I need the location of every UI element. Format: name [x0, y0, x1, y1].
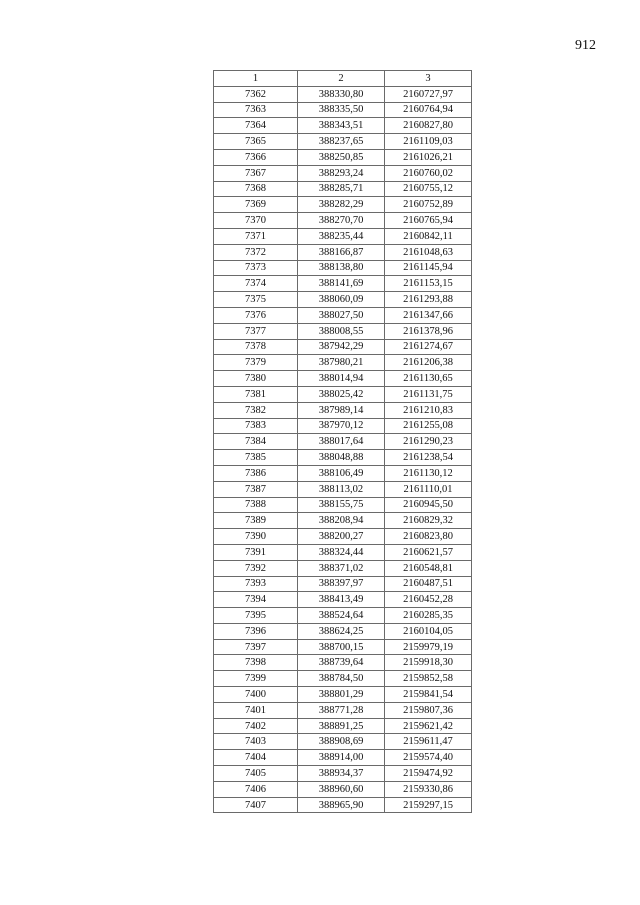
- table-row: [214, 355, 472, 371]
- point-number-cell: 7397: [214, 639, 298, 655]
- table-row: [214, 481, 472, 497]
- y-coordinate-cell: 2160285,35: [385, 608, 472, 624]
- point-number-cell: 7402: [214, 718, 298, 734]
- column-header: 1: [214, 71, 298, 87]
- coordinates-table: [213, 70, 472, 813]
- point-number-cell: 7364: [214, 118, 298, 134]
- point-number-cell: 7382: [214, 402, 298, 418]
- point-number-cell: 7398: [214, 655, 298, 671]
- point-number-cell: 7368: [214, 181, 298, 197]
- table-row: [214, 418, 472, 434]
- y-coordinate-cell: 2159807,36: [385, 702, 472, 718]
- y-coordinate-cell: 2159841,54: [385, 687, 472, 703]
- x-coordinate-cell: 388413,49: [298, 592, 385, 608]
- table-row: [214, 213, 472, 229]
- point-number-cell: 7392: [214, 560, 298, 576]
- y-coordinate-cell: 2160104,05: [385, 623, 472, 639]
- point-number-cell: 7380: [214, 371, 298, 387]
- point-number-cell: 7390: [214, 529, 298, 545]
- point-number-cell: 7404: [214, 750, 298, 766]
- x-coordinate-cell: 388908,69: [298, 734, 385, 750]
- x-coordinate-cell: 388914,00: [298, 750, 385, 766]
- x-coordinate-cell: 388397,97: [298, 576, 385, 592]
- point-number-cell: 7367: [214, 165, 298, 181]
- point-number-cell: 7403: [214, 734, 298, 750]
- point-number-cell: 7407: [214, 797, 298, 813]
- column-header: 2: [298, 71, 385, 87]
- y-coordinate-cell: 2161347,66: [385, 307, 472, 323]
- point-number-cell: 7375: [214, 292, 298, 308]
- x-coordinate-cell: 387942,29: [298, 339, 385, 355]
- x-coordinate-cell: 388891,25: [298, 718, 385, 734]
- table-row: [214, 671, 472, 687]
- point-number-cell: 7394: [214, 592, 298, 608]
- y-coordinate-cell: 2161238,54: [385, 450, 472, 466]
- table-row: [214, 386, 472, 402]
- table-row: [214, 339, 472, 355]
- y-coordinate-cell: 2161293,88: [385, 292, 472, 308]
- x-coordinate-cell: 388624,25: [298, 623, 385, 639]
- y-coordinate-cell: 2161048,63: [385, 244, 472, 260]
- table-row: [214, 623, 472, 639]
- x-coordinate-cell: 388343,51: [298, 118, 385, 134]
- x-coordinate-cell: 388200,27: [298, 529, 385, 545]
- point-number-cell: 7395: [214, 608, 298, 624]
- y-coordinate-cell: 2161145,94: [385, 260, 472, 276]
- x-coordinate-cell: 388014,94: [298, 371, 385, 387]
- x-coordinate-cell: 388330,80: [298, 86, 385, 102]
- point-number-cell: 7386: [214, 465, 298, 481]
- point-number-cell: 7376: [214, 307, 298, 323]
- table-row: [214, 149, 472, 165]
- table-row: [214, 165, 472, 181]
- y-coordinate-cell: 2160764,94: [385, 102, 472, 118]
- table-row: [214, 276, 472, 292]
- table-row: [214, 750, 472, 766]
- y-coordinate-cell: 2161026,21: [385, 149, 472, 165]
- point-number-cell: 7369: [214, 197, 298, 213]
- x-coordinate-cell: 388237,65: [298, 134, 385, 150]
- x-coordinate-cell: 387989,14: [298, 402, 385, 418]
- table-row: [214, 118, 472, 134]
- table-row: [214, 86, 472, 102]
- x-coordinate-cell: 388155,75: [298, 497, 385, 513]
- x-coordinate-cell: 388208,94: [298, 513, 385, 529]
- table-row: [214, 497, 472, 513]
- x-coordinate-cell: 388141,69: [298, 276, 385, 292]
- table-row: [214, 450, 472, 466]
- y-coordinate-cell: 2160827,80: [385, 118, 472, 134]
- table-row: [214, 797, 472, 813]
- table-row: [214, 718, 472, 734]
- x-coordinate-cell: 388235,44: [298, 228, 385, 244]
- x-coordinate-cell: 388335,50: [298, 102, 385, 118]
- x-coordinate-cell: 387980,21: [298, 355, 385, 371]
- x-coordinate-cell: 388060,09: [298, 292, 385, 308]
- x-coordinate-cell: 388934,37: [298, 766, 385, 782]
- table-header: [214, 71, 472, 87]
- table-row: [214, 576, 472, 592]
- y-coordinate-cell: 2160452,28: [385, 592, 472, 608]
- point-number-cell: 7391: [214, 544, 298, 560]
- table-row: [214, 766, 472, 782]
- table-row: [214, 260, 472, 276]
- y-coordinate-cell: 2161131,75: [385, 386, 472, 402]
- y-coordinate-cell: 2161153,15: [385, 276, 472, 292]
- y-coordinate-cell: 2159918,30: [385, 655, 472, 671]
- y-coordinate-cell: 2160755,12: [385, 181, 472, 197]
- header-row: [214, 71, 472, 87]
- table-row: [214, 781, 472, 797]
- table-row: [214, 371, 472, 387]
- x-coordinate-cell: 388017,64: [298, 434, 385, 450]
- point-number-cell: 7372: [214, 244, 298, 260]
- y-coordinate-cell: 2161110,01: [385, 481, 472, 497]
- y-coordinate-cell: 2160765,94: [385, 213, 472, 229]
- point-number-cell: 7366: [214, 149, 298, 165]
- table-row: [214, 529, 472, 545]
- x-coordinate-cell: 388106,49: [298, 465, 385, 481]
- x-coordinate-cell: 388166,87: [298, 244, 385, 260]
- column-header: 3: [385, 71, 472, 87]
- y-coordinate-cell: 2161274,67: [385, 339, 472, 355]
- point-number-cell: 7405: [214, 766, 298, 782]
- x-coordinate-cell: 388771,28: [298, 702, 385, 718]
- y-coordinate-cell: 2159330,86: [385, 781, 472, 797]
- table-row: [214, 560, 472, 576]
- point-number-cell: 7401: [214, 702, 298, 718]
- point-number-cell: 7393: [214, 576, 298, 592]
- x-coordinate-cell: 388960,60: [298, 781, 385, 797]
- x-coordinate-cell: 388965,90: [298, 797, 385, 813]
- point-number-cell: 7388: [214, 497, 298, 513]
- x-coordinate-cell: 388524,64: [298, 608, 385, 624]
- point-number-cell: 7365: [214, 134, 298, 150]
- x-coordinate-cell: 388801,29: [298, 687, 385, 703]
- point-number-cell: 7396: [214, 623, 298, 639]
- y-coordinate-cell: 2161290,23: [385, 434, 472, 450]
- x-coordinate-cell: 388250,85: [298, 149, 385, 165]
- point-number-cell: 7363: [214, 102, 298, 118]
- point-number-cell: 7400: [214, 687, 298, 703]
- table-row: [214, 228, 472, 244]
- y-coordinate-cell: 2160487,51: [385, 576, 472, 592]
- x-coordinate-cell: 388025,42: [298, 386, 385, 402]
- y-coordinate-cell: 2159852,58: [385, 671, 472, 687]
- table-row: [214, 197, 472, 213]
- y-coordinate-cell: 2159621,42: [385, 718, 472, 734]
- y-coordinate-cell: 2160548,81: [385, 560, 472, 576]
- point-number-cell: 7371: [214, 228, 298, 244]
- x-coordinate-cell: 388293,24: [298, 165, 385, 181]
- table-row: [214, 323, 472, 339]
- x-coordinate-cell: 388113,02: [298, 481, 385, 497]
- y-coordinate-cell: 2159474,92: [385, 766, 472, 782]
- x-coordinate-cell: 388739,64: [298, 655, 385, 671]
- y-coordinate-cell: 2161130,12: [385, 465, 472, 481]
- table-row: [214, 702, 472, 718]
- y-coordinate-cell: 2161210,83: [385, 402, 472, 418]
- y-coordinate-cell: 2159611,47: [385, 734, 472, 750]
- x-coordinate-cell: 388048,88: [298, 450, 385, 466]
- point-number-cell: 7381: [214, 386, 298, 402]
- table-body: [214, 86, 472, 813]
- point-number-cell: 7387: [214, 481, 298, 497]
- table-row: [214, 734, 472, 750]
- x-coordinate-cell: 388027,50: [298, 307, 385, 323]
- table-row: [214, 402, 472, 418]
- table-row: [214, 307, 472, 323]
- x-coordinate-cell: 388371,02: [298, 560, 385, 576]
- y-coordinate-cell: 2160829,32: [385, 513, 472, 529]
- table-row: [214, 181, 472, 197]
- point-number-cell: 7362: [214, 86, 298, 102]
- table-row: [214, 292, 472, 308]
- x-coordinate-cell: 388270,70: [298, 213, 385, 229]
- y-coordinate-cell: 2159979,19: [385, 639, 472, 655]
- table-row: [214, 434, 472, 450]
- x-coordinate-cell: 388700,15: [298, 639, 385, 655]
- y-coordinate-cell: 2160823,80: [385, 529, 472, 545]
- table-row: [214, 244, 472, 260]
- point-number-cell: 7385: [214, 450, 298, 466]
- point-number-cell: 7378: [214, 339, 298, 355]
- table-row: [214, 655, 472, 671]
- y-coordinate-cell: 2160760,02: [385, 165, 472, 181]
- point-number-cell: 7377: [214, 323, 298, 339]
- table-row: [214, 102, 472, 118]
- y-coordinate-cell: 2160727,97: [385, 86, 472, 102]
- point-number-cell: 7370: [214, 213, 298, 229]
- y-coordinate-cell: 2160621,57: [385, 544, 472, 560]
- table-row: [214, 134, 472, 150]
- y-coordinate-cell: 2161255,08: [385, 418, 472, 434]
- point-number-cell: 7384: [214, 434, 298, 450]
- point-number-cell: 7373: [214, 260, 298, 276]
- table-row: [214, 608, 472, 624]
- table-row: [214, 592, 472, 608]
- point-number-cell: 7379: [214, 355, 298, 371]
- point-number-cell: 7383: [214, 418, 298, 434]
- y-coordinate-cell: 2159297,15: [385, 797, 472, 813]
- point-number-cell: 7389: [214, 513, 298, 529]
- table-row: [214, 465, 472, 481]
- table-row: [214, 639, 472, 655]
- y-coordinate-cell: 2161206,38: [385, 355, 472, 371]
- point-number-cell: 7399: [214, 671, 298, 687]
- point-number-cell: 7406: [214, 781, 298, 797]
- y-coordinate-cell: 2160842,11: [385, 228, 472, 244]
- x-coordinate-cell: 388008,55: [298, 323, 385, 339]
- x-coordinate-cell: 388282,29: [298, 197, 385, 213]
- page-number: 912: [575, 38, 596, 53]
- table-row: [214, 687, 472, 703]
- table-row: [214, 544, 472, 560]
- x-coordinate-cell: 388138,80: [298, 260, 385, 276]
- table-row: [214, 513, 472, 529]
- x-coordinate-cell: 388784,50: [298, 671, 385, 687]
- y-coordinate-cell: 2161109,03: [385, 134, 472, 150]
- point-number-cell: 7374: [214, 276, 298, 292]
- y-coordinate-cell: 2161130,65: [385, 371, 472, 387]
- y-coordinate-cell: 2159574,40: [385, 750, 472, 766]
- y-coordinate-cell: 2160752,89: [385, 197, 472, 213]
- x-coordinate-cell: 388285,71: [298, 181, 385, 197]
- y-coordinate-cell: 2161378,96: [385, 323, 472, 339]
- x-coordinate-cell: 387970,12: [298, 418, 385, 434]
- y-coordinate-cell: 2160945,50: [385, 497, 472, 513]
- x-coordinate-cell: 388324,44: [298, 544, 385, 560]
